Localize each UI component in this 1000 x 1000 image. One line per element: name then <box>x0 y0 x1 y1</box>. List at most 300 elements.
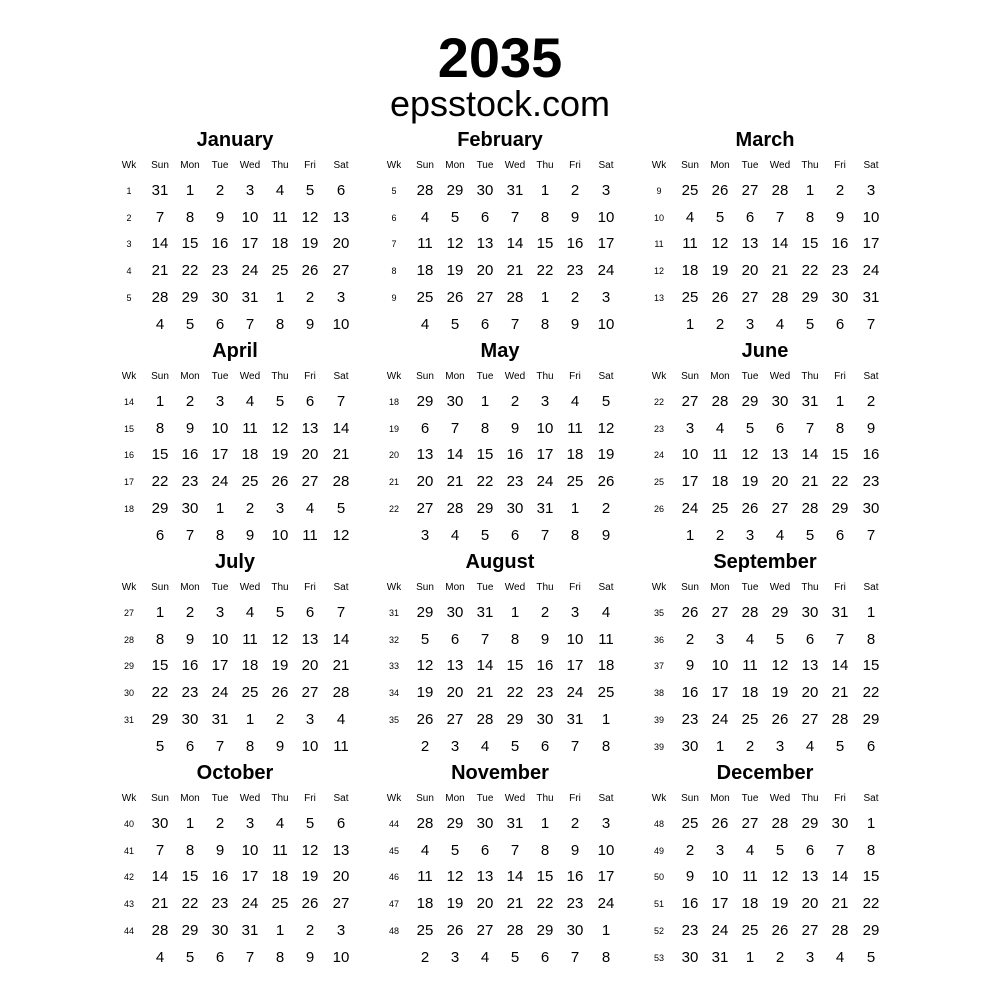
day-cell: 3 <box>336 288 346 306</box>
day-cell: 20 <box>801 684 819 702</box>
weekday-header: Wed <box>239 582 261 593</box>
day-cell: 10 <box>332 948 350 966</box>
day-cell: 19 <box>741 473 759 491</box>
day-cell: 16 <box>566 235 584 253</box>
day-cell: 6 <box>480 208 490 226</box>
day-cell: 2 <box>185 393 195 410</box>
day-cell: 20 <box>741 262 759 280</box>
weekday-header: Tue <box>476 371 494 382</box>
day-cell: 17 <box>241 235 259 253</box>
day-cell: 2 <box>215 182 225 199</box>
day-cell: 19 <box>597 446 615 464</box>
weekday-header: Sun <box>151 793 169 804</box>
day-cell: 24 <box>241 895 259 913</box>
day-cell: 3 <box>540 393 550 410</box>
day-cell: 7 <box>540 526 550 544</box>
day-cell: 24 <box>211 684 229 702</box>
weekday-header: Thu <box>536 371 554 382</box>
day-cell: 15 <box>862 657 880 675</box>
day-cell: 5 <box>185 948 195 966</box>
day-cell: 7 <box>450 419 460 437</box>
day-cell: 30 <box>681 737 699 755</box>
weekday-header: Wed <box>239 793 261 804</box>
day-cell: 30 <box>566 921 584 939</box>
week-number: 39 <box>653 741 664 752</box>
day-cell: 5 <box>450 315 460 333</box>
day-cell: 29 <box>446 815 464 832</box>
day-cell: 28 <box>831 921 849 939</box>
weekday-header: Tue <box>741 793 759 804</box>
day-cell: 9 <box>570 315 580 333</box>
week-number: 52 <box>653 925 664 936</box>
weekday-header: Sun <box>681 793 699 804</box>
week-number: 44 <box>123 925 134 936</box>
day-cell: 31 <box>506 815 524 832</box>
week-number: 31 <box>123 714 134 725</box>
week-number: 5 <box>391 186 397 196</box>
week-number: 28 <box>123 634 134 645</box>
day-cell: 18 <box>711 473 729 491</box>
month-name: July <box>214 551 256 573</box>
day-cell: 26 <box>771 710 789 728</box>
day-cell: 6 <box>835 315 845 333</box>
day-cell: 2 <box>715 526 725 544</box>
weekday-header: Sat <box>598 371 614 382</box>
day-cell: 27 <box>301 684 319 702</box>
day-cell: 1 <box>570 499 580 517</box>
day-cell: 18 <box>241 657 259 675</box>
day-cell: 10 <box>211 630 229 648</box>
day-cell: 1 <box>866 604 876 621</box>
day-cell: 20 <box>446 684 464 702</box>
day-cell: 17 <box>681 473 699 491</box>
weekday-header: Mon <box>445 371 465 382</box>
day-cell: 3 <box>775 737 785 755</box>
week-number: 48 <box>388 925 399 936</box>
day-cell: 31 <box>506 182 524 199</box>
month-name: October <box>196 762 274 784</box>
day-cell: 3 <box>601 815 611 832</box>
day-cell: 6 <box>540 737 550 755</box>
weekday-header: Mon <box>445 793 465 804</box>
day-cell: 19 <box>301 235 319 253</box>
week-number: 4 <box>126 266 132 277</box>
month-january <box>115 128 365 333</box>
weekday-header: Thu <box>271 793 289 804</box>
weekday-header: Thu <box>801 160 819 171</box>
day-cell: 8 <box>805 208 815 226</box>
day-cell: 9 <box>570 208 580 226</box>
day-cell: 6 <box>745 208 755 226</box>
day-cell: 31 <box>801 393 819 410</box>
day-cell: 4 <box>245 393 255 410</box>
week-number: 53 <box>653 952 664 963</box>
day-cell: 10 <box>862 208 880 226</box>
day-cell: 8 <box>215 526 225 544</box>
day-cell: 14 <box>506 235 524 253</box>
weekday-header: Wk <box>386 793 402 804</box>
week-number: 6 <box>391 212 397 223</box>
month-name: August <box>465 551 535 573</box>
day-cell: 29 <box>801 288 819 306</box>
day-cell: 20 <box>476 895 494 913</box>
day-cell: 8 <box>155 630 165 648</box>
week-number: 47 <box>388 899 399 910</box>
day-cell: 22 <box>536 895 554 913</box>
day-cell: 8 <box>155 419 165 437</box>
day-cell: 30 <box>181 499 199 517</box>
day-cell: 27 <box>681 393 699 410</box>
day-cell: 31 <box>476 604 494 621</box>
day-cell: 5 <box>805 315 815 333</box>
weekday-header: Mon <box>445 160 465 171</box>
day-cell: 3 <box>601 182 611 199</box>
day-cell: 20 <box>771 473 789 491</box>
day-cell: 12 <box>271 419 289 437</box>
month-name: December <box>716 762 814 784</box>
day-cell: 8 <box>601 737 611 755</box>
day-cell: 27 <box>771 499 789 517</box>
day-cell: 8 <box>275 948 285 966</box>
day-cell: 14 <box>332 630 350 648</box>
day-cell: 16 <box>181 657 199 675</box>
day-cell: 15 <box>476 446 494 464</box>
day-cell: 1 <box>540 182 550 199</box>
week-number: 29 <box>123 661 134 672</box>
day-cell: 11 <box>417 235 433 253</box>
week-number: 14 <box>123 397 134 407</box>
day-cell: 30 <box>446 393 464 410</box>
day-cell: 28 <box>332 684 350 702</box>
day-cell: 22 <box>181 895 199 913</box>
weekday-header: Thu <box>271 160 289 171</box>
day-cell: 24 <box>536 473 554 491</box>
day-cell: 10 <box>597 208 615 226</box>
day-cell: 3 <box>601 288 611 306</box>
day-cell: 15 <box>801 235 819 253</box>
day-cell: 24 <box>862 262 880 280</box>
day-cell: 9 <box>685 868 695 886</box>
day-cell: 2 <box>510 393 520 410</box>
day-cell: 1 <box>540 815 550 832</box>
day-cell: 6 <box>480 841 490 859</box>
week-number: 26 <box>653 503 664 514</box>
day-cell: 5 <box>450 841 460 859</box>
week-number: 37 <box>653 661 664 672</box>
day-cell: 18 <box>597 657 615 675</box>
weekday-header: Mon <box>180 371 200 382</box>
weekday-header: Tue <box>741 582 759 593</box>
day-cell: 16 <box>181 446 199 464</box>
day-cell: 12 <box>771 657 789 675</box>
day-cell: 4 <box>245 604 255 621</box>
day-cell: 29 <box>446 182 464 199</box>
day-cell: 6 <box>805 841 815 859</box>
day-cell: 28 <box>476 710 494 728</box>
day-cell: 3 <box>215 393 225 410</box>
day-cell: 7 <box>866 315 876 333</box>
day-cell: 25 <box>681 182 699 199</box>
day-cell: 9 <box>601 526 611 544</box>
week-number: 23 <box>653 423 664 434</box>
day-cell: 1 <box>185 815 195 832</box>
day-cell: 30 <box>211 288 229 306</box>
week-number: 33 <box>388 661 399 672</box>
day-cell: 4 <box>336 710 346 728</box>
week-number: 32 <box>388 634 399 645</box>
week-number: 31 <box>388 608 399 618</box>
day-cell: 1 <box>601 921 611 939</box>
weekday-header: Mon <box>710 160 730 171</box>
day-cell: 18 <box>741 895 759 913</box>
week-number: 5 <box>126 292 132 303</box>
day-cell: 25 <box>597 684 615 702</box>
day-cell: 10 <box>241 208 259 226</box>
day-cell: 30 <box>536 710 554 728</box>
week-number: 15 <box>123 423 134 434</box>
day-cell: 27 <box>801 710 819 728</box>
day-cell: 18 <box>566 446 584 464</box>
day-cell: 17 <box>597 868 615 886</box>
weekday-header: Mon <box>710 793 730 804</box>
day-cell: 23 <box>181 473 199 491</box>
weekday-header: Wed <box>239 371 261 382</box>
day-cell: 7 <box>775 208 785 226</box>
week-number: 40 <box>123 819 134 829</box>
day-cell: 16 <box>566 868 584 886</box>
month-march <box>645 128 895 333</box>
week-number: 48 <box>653 819 664 829</box>
day-cell: 9 <box>305 948 315 966</box>
day-cell: 6 <box>835 526 845 544</box>
day-cell: 1 <box>745 948 755 966</box>
day-cell: 20 <box>801 895 819 913</box>
week-number: 13 <box>653 292 664 303</box>
day-cell: 19 <box>446 895 464 913</box>
day-cell: 19 <box>711 262 729 280</box>
day-cell: 19 <box>771 895 789 913</box>
day-cell: 25 <box>741 921 759 939</box>
day-cell: 2 <box>570 182 580 199</box>
day-cell: 24 <box>711 710 729 728</box>
month-name: November <box>451 762 549 784</box>
day-cell: 21 <box>506 262 524 280</box>
day-cell: 13 <box>801 657 819 675</box>
day-cell: 8 <box>480 419 490 437</box>
day-cell: 23 <box>566 262 584 280</box>
day-cell: 20 <box>476 262 494 280</box>
day-cell: 17 <box>211 446 229 464</box>
day-cell: 1 <box>685 526 695 544</box>
weekday-header: Mon <box>445 582 465 593</box>
weekday-header: Fri <box>569 160 581 171</box>
day-cell: 16 <box>211 235 229 253</box>
day-cell: 16 <box>681 895 699 913</box>
weekday-header: Wk <box>121 371 137 382</box>
day-cell: 20 <box>332 235 350 253</box>
day-cell: 11 <box>417 868 433 886</box>
weekday-header: Fri <box>569 793 581 804</box>
day-cell: 24 <box>597 262 615 280</box>
day-cell: 15 <box>181 235 199 253</box>
day-cell: 13 <box>801 868 819 886</box>
day-cell: 25 <box>416 921 434 939</box>
day-cell: 11 <box>242 630 258 648</box>
day-cell: 2 <box>275 710 285 728</box>
month-may <box>380 339 630 544</box>
day-cell: 29 <box>801 815 819 832</box>
day-cell: 14 <box>771 235 789 253</box>
day-cell: 11 <box>742 868 758 886</box>
day-cell: 28 <box>741 604 759 621</box>
day-cell: 26 <box>711 182 729 199</box>
week-number: 45 <box>388 845 399 856</box>
week-number: 44 <box>388 819 399 829</box>
day-cell: 5 <box>275 604 285 621</box>
day-cell: 12 <box>332 526 350 544</box>
day-cell: 4 <box>420 841 430 859</box>
day-cell: 4 <box>275 182 285 199</box>
day-cell: 4 <box>480 737 490 755</box>
day-cell: 3 <box>805 948 815 966</box>
week-number: 42 <box>123 872 134 883</box>
day-cell: 8 <box>510 630 520 648</box>
day-cell: 17 <box>711 895 729 913</box>
day-cell: 11 <box>598 630 614 648</box>
day-cell: 30 <box>506 499 524 517</box>
day-cell: 6 <box>866 737 876 755</box>
weekday-header: Wed <box>504 582 526 593</box>
day-cell: 29 <box>476 499 494 517</box>
day-cell: 29 <box>862 710 880 728</box>
day-cell: 7 <box>510 841 520 859</box>
day-cell: 6 <box>805 630 815 648</box>
day-cell: 23 <box>681 921 699 939</box>
day-cell: 30 <box>446 604 464 621</box>
day-cell: 10 <box>597 841 615 859</box>
day-cell: 3 <box>715 630 725 648</box>
day-cell: 25 <box>566 473 584 491</box>
day-cell: 27 <box>476 921 494 939</box>
weekday-header: Sat <box>863 582 879 593</box>
day-cell: 12 <box>446 868 464 886</box>
day-cell: 9 <box>185 419 195 437</box>
day-cell: 2 <box>305 921 315 939</box>
day-cell: 25 <box>741 710 759 728</box>
weekday-header: Sat <box>333 371 349 382</box>
weekday-header: Wk <box>651 582 667 593</box>
day-cell: 18 <box>241 446 259 464</box>
day-cell: 14 <box>476 657 494 675</box>
day-cell: 15 <box>181 868 199 886</box>
weekday-header: Wk <box>651 160 667 171</box>
week-number: 16 <box>123 450 134 461</box>
day-cell: 6 <box>450 630 460 648</box>
day-cell: 13 <box>301 630 319 648</box>
week-number: 17 <box>123 477 134 488</box>
weekday-header: Wed <box>769 793 791 804</box>
day-cell: 28 <box>801 499 819 517</box>
day-cell: 23 <box>831 262 849 280</box>
weekday-header: Sun <box>151 582 169 593</box>
day-cell: 28 <box>446 499 464 517</box>
day-cell: 13 <box>476 868 494 886</box>
week-number: 25 <box>653 477 664 488</box>
day-cell: 9 <box>835 208 845 226</box>
day-cell: 21 <box>151 262 169 280</box>
day-cell: 10 <box>597 315 615 333</box>
day-cell: 6 <box>540 948 550 966</box>
month-december <box>645 761 895 966</box>
day-cell: 28 <box>416 182 434 199</box>
day-cell: 17 <box>241 868 259 886</box>
week-number: 2 <box>126 212 132 223</box>
day-cell: 16 <box>536 657 554 675</box>
day-cell: 17 <box>711 684 729 702</box>
day-cell: 31 <box>711 948 729 966</box>
day-cell: 5 <box>336 499 346 517</box>
day-cell: 23 <box>681 710 699 728</box>
day-cell: 27 <box>801 921 819 939</box>
day-cell: 4 <box>480 948 490 966</box>
day-cell: 10 <box>711 657 729 675</box>
day-cell: 1 <box>275 921 285 939</box>
day-cell: 9 <box>245 526 255 544</box>
day-cell: 1 <box>215 499 225 517</box>
day-cell: 9 <box>510 419 520 437</box>
day-cell: 30 <box>831 815 849 832</box>
month-name: May <box>480 340 520 362</box>
day-cell: 16 <box>681 684 699 702</box>
day-cell: 29 <box>741 393 759 410</box>
weekday-header: Sun <box>416 582 434 593</box>
day-cell: 12 <box>301 841 319 859</box>
day-cell: 1 <box>155 604 165 621</box>
day-cell: 30 <box>831 288 849 306</box>
day-cell: 5 <box>305 815 315 832</box>
day-cell: 3 <box>305 710 315 728</box>
day-cell: 2 <box>305 288 315 306</box>
day-cell: 7 <box>805 419 815 437</box>
day-cell: 6 <box>336 182 346 199</box>
day-cell: 26 <box>711 815 729 832</box>
day-cell: 17 <box>862 235 880 253</box>
day-cell: 10 <box>332 315 350 333</box>
week-number: 21 <box>388 477 399 488</box>
day-cell: 10 <box>241 841 259 859</box>
day-cell: 22 <box>862 895 880 913</box>
day-cell: 4 <box>155 315 165 333</box>
day-cell: 8 <box>540 841 550 859</box>
day-cell: 16 <box>506 446 524 464</box>
weekday-header: Tue <box>476 160 494 171</box>
weekday-header: Thu <box>536 582 554 593</box>
day-cell: 8 <box>570 526 580 544</box>
weekday-header: Wed <box>504 371 526 382</box>
week-number: 8 <box>391 266 397 277</box>
day-cell: 27 <box>332 262 350 280</box>
day-cell: 18 <box>271 235 289 253</box>
day-cell: 3 <box>275 499 285 517</box>
month-name: April <box>212 340 258 362</box>
day-cell: 26 <box>301 895 319 913</box>
weekday-header: Tue <box>211 371 229 382</box>
day-cell: 13 <box>332 841 350 859</box>
day-cell: 2 <box>245 499 255 517</box>
day-cell: 2 <box>866 393 876 410</box>
week-number: 38 <box>653 688 664 699</box>
day-cell: 8 <box>601 948 611 966</box>
